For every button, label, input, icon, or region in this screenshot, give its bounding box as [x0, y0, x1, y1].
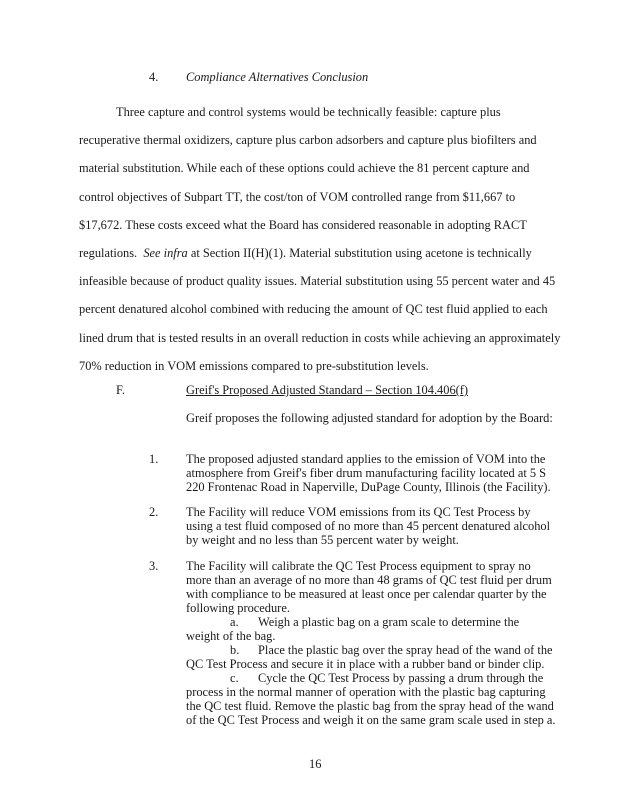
sub-item-label: c.: [230, 671, 239, 685]
sub-item-line: QC Test Process and secure it in place with a rubber band or binder clip.: [186, 657, 545, 671]
list-item-number: 2.: [149, 505, 159, 519]
sub-item-text: Cycle the QC Test Process by passing a drum through the: [258, 671, 544, 685]
paragraph-line: percent denatured alcohol combined with reducing the amount of QC test fluid applied to each: [79, 302, 548, 317]
section-4-number: 4.: [149, 70, 159, 84]
list-item-line: The proposed adjusted standard applies to the emission of VOM into the: [186, 452, 546, 466]
list-item-line: The Facility will calibrate the QC Test Process equipment to spray no: [186, 559, 531, 573]
sub-item-a: [186, 615, 550, 643]
sub-item-line: [186, 615, 550, 629]
sub-item-line: [186, 671, 550, 685]
section-f-heading: [116, 383, 468, 398]
list-item-line: by weight and no less than 55 percent water by weight.: [186, 533, 459, 547]
sub-item-line: of the QC Test Process and weigh it on the same gram scale used in step a.: [186, 713, 556, 727]
sub-item-line: [186, 643, 553, 657]
sub-item-label: a.: [230, 615, 239, 629]
list-item-text: [186, 505, 550, 547]
list-item-line: atmosphere from Greif's fiber drum manufacturing facility located at 5 S: [186, 466, 547, 480]
section-4-heading: [149, 70, 368, 85]
paragraph-line: $17,672. These costs exceed what the Board has considered reasonable in adopting RACT: [79, 217, 527, 232]
section-4-title: Compliance Alternatives Conclusion: [186, 70, 369, 84]
list-item-text: [186, 559, 550, 615]
list-item-text: [186, 452, 550, 494]
list-item-line: more than an average of no more than 48 grams of QC test fluid per drum: [186, 573, 552, 587]
see-infra-citation: See infra: [143, 246, 188, 261]
paragraph-line: 70% reduction in VOM emissions compared to pre-substitution levels.: [79, 358, 429, 373]
list-item-line: The Facility will reduce VOM emissions from its QC Test Process by: [186, 505, 531, 519]
paragraph-line: recuperative thermal oxidizers, capture plus carbon adsorbers and capture plus biofilters and: [79, 133, 537, 148]
sub-item-text: Weigh a plastic bag on a gram scale to determine the: [258, 615, 520, 629]
sub-item-text: Place the plastic bag over the spray head of the wand of the: [258, 643, 553, 657]
section-f-title: Greif's Proposed Adjusted Standard – Section 104.406(f): [186, 383, 469, 397]
sub-item-line: weight of the bag.: [186, 629, 276, 643]
list-item-line: following procedure.: [186, 601, 290, 615]
paragraph-line-with-citation: [79, 239, 549, 267]
conclusion-paragraph: [79, 98, 561, 380]
page-number: 16: [309, 757, 322, 771]
paragraph-line-rest: at Section II(H)(1). Material substitution using acetone is technically: [187, 246, 532, 261]
paragraph-line: control objectives of Subpart TT, the cost/ton of VOM controlled range from $11,667 to: [79, 189, 516, 204]
paragraph-line: lined drum that is tested results in an overall reduction in costs while achieving an approximately: [79, 330, 561, 345]
paragraph-line: infeasible because of product quality issues. Material substitution using 55 percent water and 45: [79, 274, 556, 289]
section-f-intro: Greif proposes the following adjusted standard for adoption by the Board:: [186, 411, 553, 425]
list-item-line: with compliance to be measured at least once per calendar quarter by the: [186, 587, 547, 601]
paragraph-line-start: regulations.: [79, 246, 138, 261]
list-item-number: 1.: [149, 452, 159, 466]
sub-item-b: [186, 643, 553, 671]
paragraph-line: Three capture and control systems would be technically feasible: capture plus: [116, 105, 501, 119]
list-item-line: using a test fluid composed of no more than 45 percent denatured alcohol: [186, 519, 551, 533]
sub-item-line: the QC test fluid. Remove the plastic bag from the spray head of the wand: [186, 699, 554, 713]
list-item-line: 220 Frontenac Road in Naperville, DuPage County, Illinois (the Facility).: [186, 480, 551, 494]
sub-item-label: b.: [230, 643, 240, 657]
sub-item-line: process in the normal manner of operation with the plastic bag capturing: [186, 685, 546, 699]
section-f-letter: F.: [116, 383, 125, 397]
paragraph-line: material substitution. While each of these options could achieve the 81 percent capture and: [79, 161, 530, 176]
list-item-number: 3.: [149, 559, 159, 573]
sub-item-c: [186, 671, 556, 727]
